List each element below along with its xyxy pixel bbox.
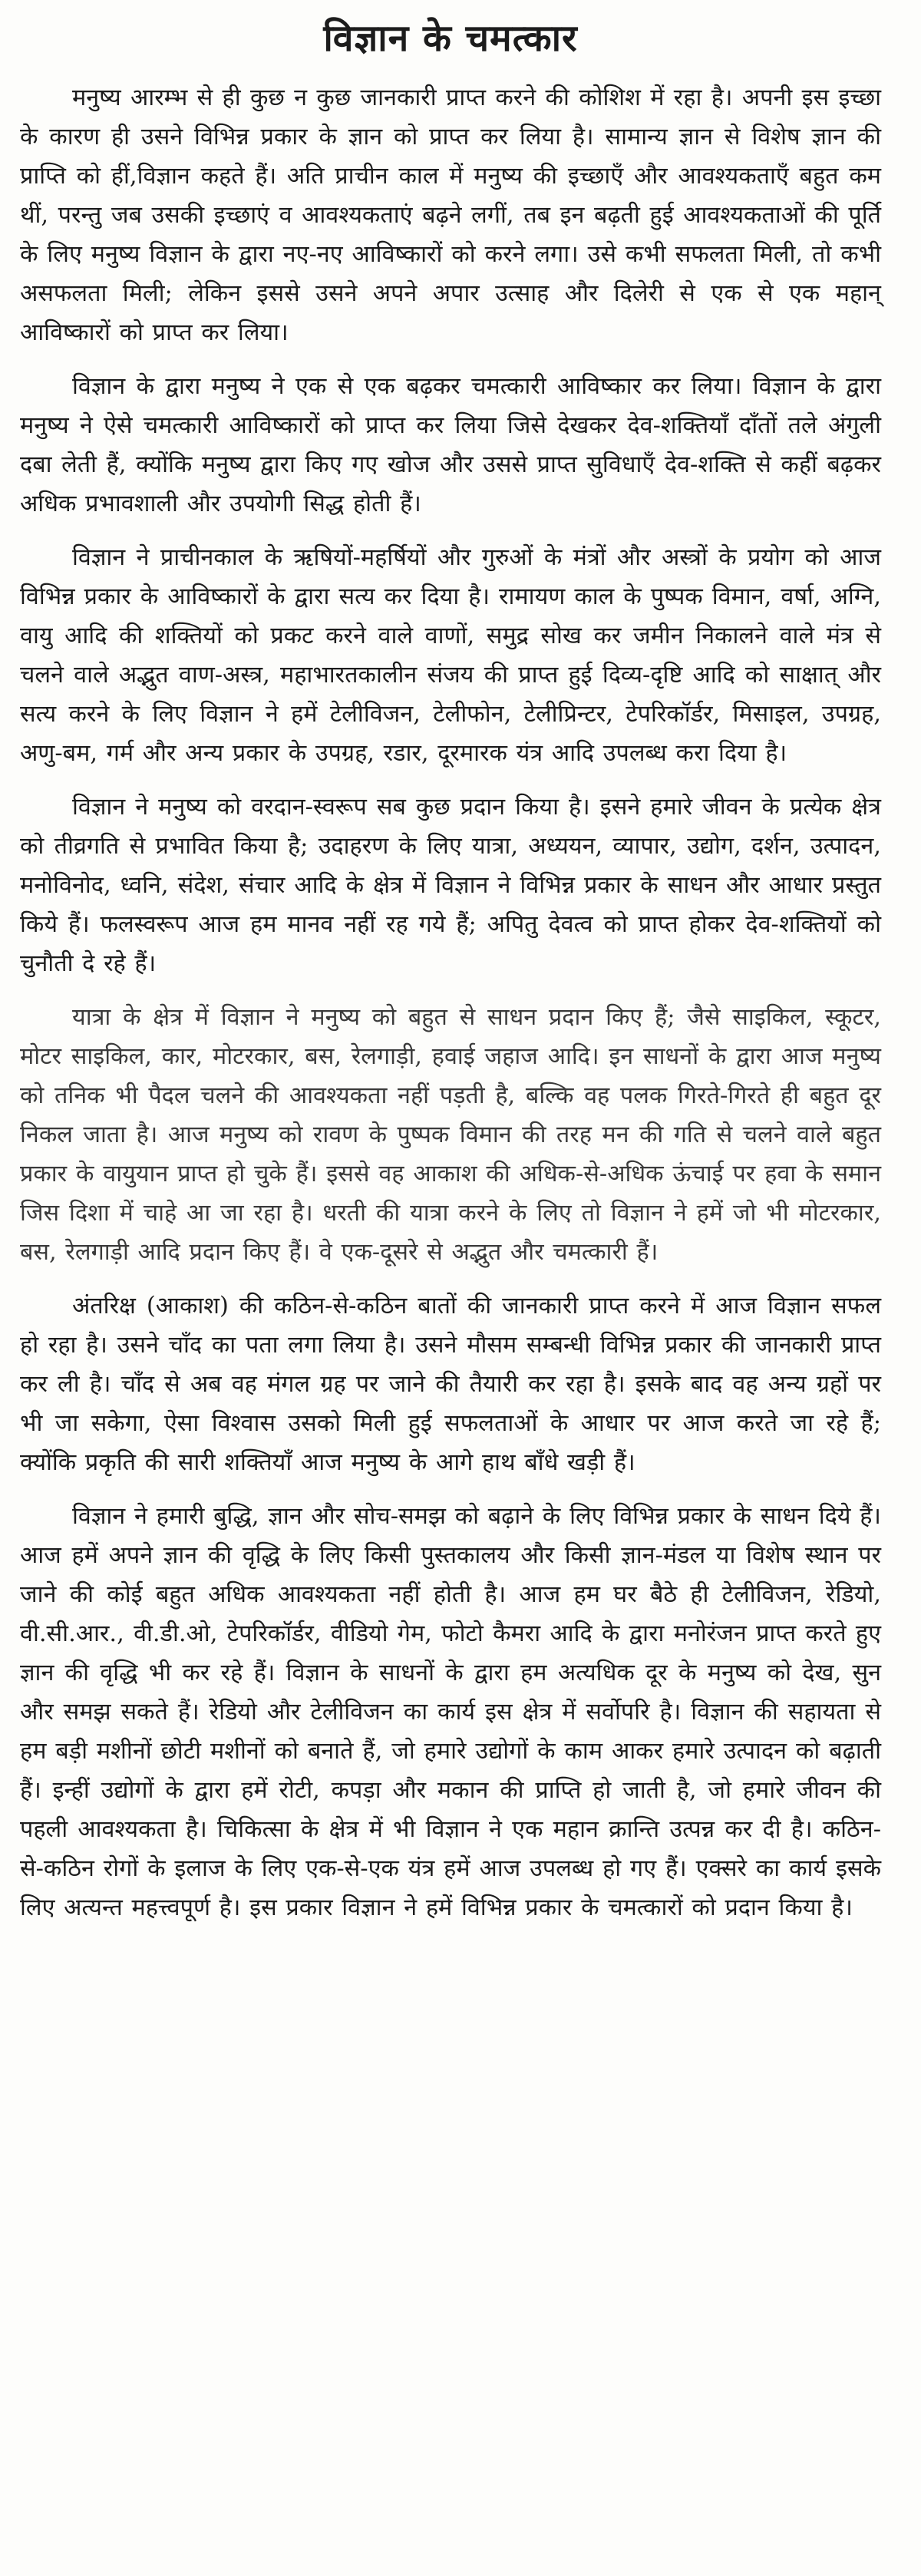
paragraph-boon: विज्ञान ने मनुष्य को वरदान-स्वरूप सब कुछ प्रदान किया है। इसने हमारे जीवन के प्रत्येक क्षेत्र को तीव्रगति से प्रभावित किया है; उदाहरण के लिए यात्रा, अध्ययन, व्यापार, उद्योग, दर्शन, उत्पादन, मनोविनोद, ध्वनि, संदेश, संचार आदि के क्षेत्र में विज्ञान ने विभिन्न प्रकार के साधन और आधार प्रस्तुत किये हैं। फलस्वरूप आज हम मानव नहीं रह गये हैं; अपितु देवत्व को प्राप्त होकर देव-शक्तियों को चुनौती दे रहे हैं।: [20, 794, 881, 977]
paragraph-space: अंतरिक्ष (आकाश) की कठिन-से-कठिन बातों की जानकारी प्राप्त करने में आज विज्ञान सफल हो रहा है। उसने चाँद का पता लगा लिया है। उसने मौसम सम्बन्धी विभिन्न प्रकार की जानकारी प्राप्त कर ली है। चाँद से अब वह मंगल ग्रह पर जाने की तैयारी कर रहा है। इसके बाद वह अन्य ग्रहों पर भी जा सकेगा, ऐसा विश्वास उसको मिली हुई सफलताओं के आधार पर आज करते जा रहे हैं; क्योंकि प्रकृति की सारी शक्तियाँ आज मनुष्य के आगे हाथ बाँधे खड़ी हैं।: [20, 1293, 881, 1476]
paragraph-ancient: विज्ञान ने प्राचीनकाल के ऋषियों-महर्षियों और गुरुओं के मंत्रों और अस्त्रों के प्रयोग को आज विभिन्न प्रकार के आविष्कारों के द्वारा सत्य कर दिया है। रामायण काल के पुष्पक विमान, वर्षा, अग्नि, वायु आदि की शक्तियों को प्रकट करने वाले वाणों, समुद्र सोख कर जमीन निकालने वाले मंत्र से चलने वाले अद्भुत वाण-अस्त्र, महाभारतकालीन संजय की प्राप्त हुई दिव्य-दृष्टि आदि को साक्षात् और सत्य करने के लिए विज्ञान ने हमें टेलीविजन, टेलीफोन, टेलीप्रिन्टर, टेपरिकॉर्डर, मिसाइल, उपग्रह, अणु-बम, गर्म और अन्य प्रकार के उपग्रह, रडार, दूरमारक यंत्र आदि उपलब्ध करा दिया है।: [20, 544, 881, 767]
paragraph-knowledge: विज्ञान ने हमारी बुद्धि, ज्ञान और सोच-समझ को बढ़ाने के लिए विभिन्न प्रकार के साधन दिये हैं। आज हमें अपने ज्ञान की वृद्धि के लिए किसी पुस्तकालय और किसी ज्ञान-मंडल या विशेष स्थान पर जाने की कोई बहुत अधिक आवश्यकता नहीं होती है। आज हम घर बैठे ही टेलीविजन, रेडियो, वी.सी.आर., वी.डी.ओ, टेपरिकॉर्डर, वीडियो गेम, फोटो कैमरा आदि के द्वारा मनोरंजन प्राप्त करते हुए ज्ञान की वृद्धि भी कर रहे हैं। विज्ञान के साधनों के द्वारा हम अत्यधिक दूर के मनुष्य को देख, सुन और समझ सकते हैं। रेडियो और टेलीविजन का कार्य इस क्षेत्र में सर्वोपरि है। विज्ञान की सहायता से हम बड़ी मशीनों छोटी मशीनों को बनाते हैं, जो हमारे उद्योगों के काम आकर हमारे उत्पादन को बढ़ाती हैं। इन्हीं उद्योगों के द्वारा हमें रोटी, कपड़ा और मकान की प्राप्ति हो जाती है, जो हमारे जीवन की पहली आवश्यकता है। चिकित्सा के क्षेत्र में भी विज्ञान ने एक महान क्रान्ति उत्पन्न कर दी है। कठिन-से-कठिन रोगों के इलाज के लिए एक-से-एक यंत्र हमें आज उपलब्ध हो गए हैं। एक्सरे का कार्य इसके लिए अत्यन्त महत्त्वपूर्ण है। इस प्रकार विज्ञान ने हमें विभिन्न प्रकार के चमत्कारों को प्रदान किया है।: [20, 1503, 881, 1921]
paragraph-intro: मनुष्य आरम्भ से ही कुछ न कुछ जानकारी प्राप्त करने की कोशिश में रहा है। अपनी इस इच्छा के कारण ही उसने विभिन्न प्रकार के ज्ञान को प्राप्त कर लिया है। सामान्य ज्ञान से विशेष ज्ञान की प्राप्ति को हीं,विज्ञान कहते हैं। अति प्राचीन काल में मनुष्य की इच्छाएँ और आवश्यकताएँ बहुत कम थीं, परन्तु जब उसकी इच्छाएं व आवश्यकताएं बढ़ने लगीं, तब इन बढ़ती हुई आवश्यकताओं की पूर्ति के लिए मनुष्य विज्ञान के द्वारा नए-नए आविष्कारों को करने लगा। उसे कभी सफलता मिली, तो कभी असफलता मिली; लेकिन इससे उसने अपने अपार उत्साह और दिलेरी से एक से एक महान् आविष्कारों को प्राप्त कर लिया।: [20, 84, 881, 346]
document-title: विज्ञान के चमत्कार: [323, 17, 578, 60]
paragraph-miracles: विज्ञान के द्वारा मनुष्य ने एक से एक बढ़कर चमत्कारी आविष्कार कर लिया। विज्ञान के द्वारा मनुष्य ने ऐसे चमत्कारी आविष्कारों को प्राप्त कर लिया जिसे देखकर देव-शक्तियाँ दाँतों तले अंगुली दबा लेती हैं, क्योंकि मनुष्य द्वारा किए गए खोज और उससे प्राप्त सुविधाएँ देव-शक्ति से कहीं बढ़कर अधिक प्रभावशाली और उपयोगी सिद्ध होती हैं।: [20, 373, 881, 517]
paragraph-travel: यात्रा के क्षेत्र में विज्ञान ने मनुष्य को बहुत से साधन प्रदान किए हैं; जैसे साइकिल, स्कूटर, मोटर साइकिल, कार, मोटरकार, बस, रेलगाड़ी, हवाई जहाज आदि। इन साधनों के द्वारा आज मनुष्य को तनिक भी पैदल चलने की आवश्यकता नहीं पड़ती है, बल्कि वह पलक गिरते-गिरते ही बहुत दूर निकल जाता है। आज मनुष्य को रावण के पुष्पक विमान की तरह मन की गति से चलने वाले बहुत प्रकार के वायुयान प्राप्त हो चुके हैं। इससे वह आकाश की अधिक-से-अधिक ऊंचाई पर हवा के समान जिस दिशा में चाहे आ जा रहा है। धरती की यात्रा करने के लिए तो विज्ञान ने हमें जो भी मोटरकार, बस, रेलगाड़ी आदि प्रदान किए हैं। वे एक-दूसरे से अद्भुत और चमत्कारी हैं।: [20, 1004, 881, 1266]
